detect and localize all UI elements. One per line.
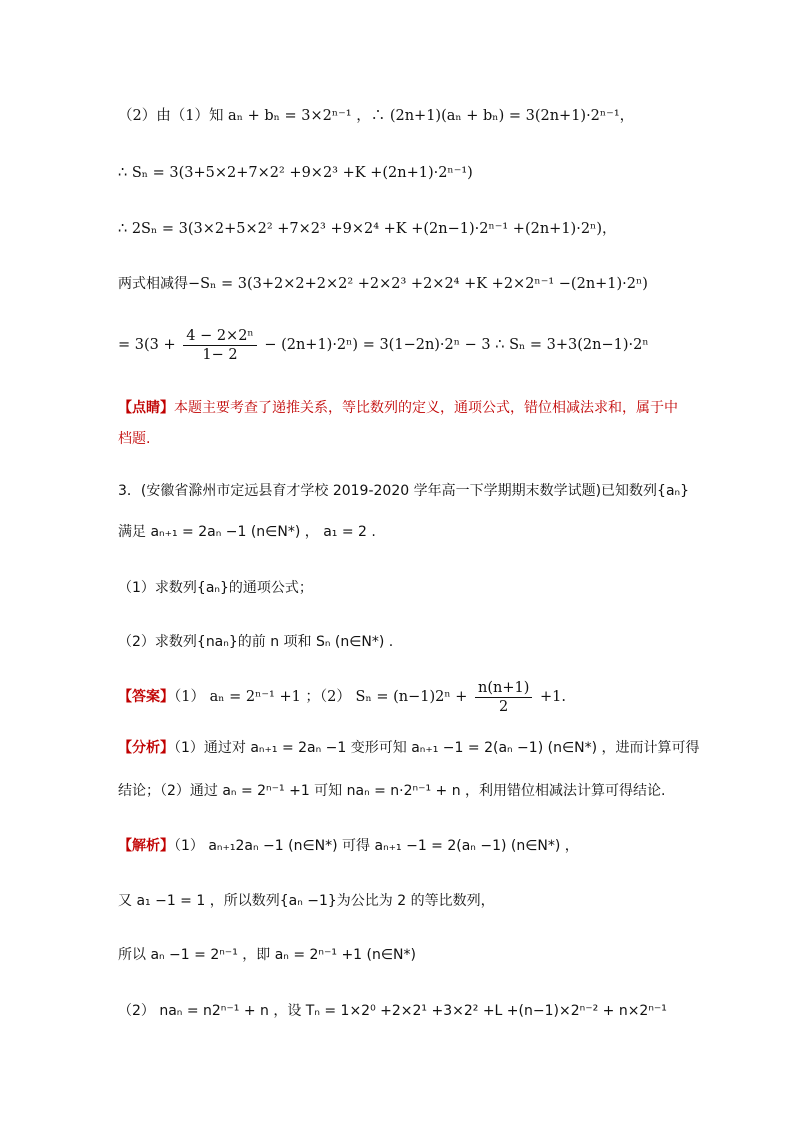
final-sum-step xyxy=(118,326,698,364)
question-3-part-2: （2）求数列{naₙ}的前 n 项和 Sₙ (n∈N*) . xyxy=(118,634,394,650)
fraction-denominator: 1− 2 xyxy=(202,346,238,363)
subtraction-label: 两式相减得 xyxy=(118,276,188,292)
dianjing-line-1 xyxy=(118,398,698,418)
answer-fraction xyxy=(475,679,532,716)
solution-line-1 xyxy=(118,836,698,856)
solution-line-4: （2） naₙ = n2ⁿ⁻¹ + n ，设 Tₙ = 1×2⁰ +2×2¹ +3×2² +L +(n−1)×2ⁿ⁻² + n×2ⁿ⁻¹ xyxy=(118,1003,667,1019)
answer-post: +1. xyxy=(539,689,566,705)
question-3-part-1: （1）求数列{aₙ}的通项公式； xyxy=(118,580,313,596)
fraction-numerator: 4 − 2×2ⁿ xyxy=(183,327,256,346)
double-sum-expression: ∴ 2Sₙ = 3(3×2+5×2² +7×2³ +9×2⁴ +K +(2n−1)·2ⁿ⁻¹ +(2n+1)·2ⁿ)， xyxy=(118,221,617,237)
final-sum-post: − (2n+1)·2ⁿ) = 3(1−2n)·2ⁿ − 3 ∴ Sₙ = 3+3(2n−1)·2ⁿ xyxy=(264,337,649,353)
solution-line-3: 所以 aₙ −1 = 2ⁿ⁻¹ ，即 aₙ = 2ⁿ⁻¹ +1 (n∈N*) xyxy=(118,947,416,963)
answer-numerator: n(n+1) xyxy=(475,679,532,698)
answer-tag: 【答案】 xyxy=(118,689,174,705)
solution-text-1: （1） aₙ₊₁2aₙ −1 (n∈N*) 可得 aₙ₊₁ −1 = 2(aₙ −1) (n∈N*) ， xyxy=(174,838,579,854)
geometric-fraction xyxy=(183,327,256,364)
sum-expression: ∴ Sₙ = 3(3+5×2+7×2² +9×2³ +K +(2n+1)·2ⁿ⁻¹) xyxy=(118,165,473,181)
solution-tag: 【解析】 xyxy=(118,838,174,854)
subtraction-expression: −Sₙ = 3(3+2×2+2×2² +2×2³ +2×2⁴ +K +2×2ⁿ⁻¹ −(2n+1)·2ⁿ) xyxy=(188,276,648,292)
analysis-text-1: （1）通过对 aₙ₊₁ = 2aₙ −1 变形可知 aₙ₊₁ −1 = 2(aₙ −1) (n∈N*) ，进而计算可得 xyxy=(174,740,700,756)
question-3-line-2: 满足 aₙ₊₁ = 2aₙ −1 (n∈N*) ， a₁ = 2 . xyxy=(118,524,376,540)
answer-denominator: 2 xyxy=(499,698,509,715)
final-sum-pre: = 3(3 + xyxy=(118,337,176,353)
dianjing-line-2: 档题. xyxy=(118,431,151,447)
analysis-line-2: 结论；（2）通过 aₙ = 2ⁿ⁻¹ +1 可知 naₙ = n·2ⁿ⁻¹ + n ，利用错位相减法计算可得结论. xyxy=(118,783,666,799)
solution-step-1: （2）由（1）知 aₙ + bₙ = 3×2ⁿ⁻¹ ，∴ (2n+1)(aₙ + bₙ) = 3(2n+1)·2ⁿ⁻¹， xyxy=(118,108,635,124)
dianjing-tag: 【点睛】 xyxy=(118,400,174,416)
answer-line xyxy=(118,678,698,716)
analysis-tag: 【分析】 xyxy=(118,740,174,756)
question-3-line-1: 3．(安徽省滁州市定远县育才学校 2019-2020 学年高一下学期期末数学试题)已知数列{aₙ} xyxy=(118,483,690,499)
solution-line-2: 又 a₁ −1 = 1 ，所以数列{aₙ −1}为公比为 2 的等比数列， xyxy=(118,893,495,909)
subtraction-step xyxy=(118,274,698,294)
analysis-line-1 xyxy=(118,738,698,758)
answer-pre: （1） aₙ = 2ⁿ⁻¹ +1 ；（2） Sₙ = (n−1)2ⁿ + xyxy=(174,689,468,705)
dianjing-text-1: 本题主要考查了递推关系，等比数列的定义，通项公式，错位相减法求和，属于中 xyxy=(174,400,678,416)
